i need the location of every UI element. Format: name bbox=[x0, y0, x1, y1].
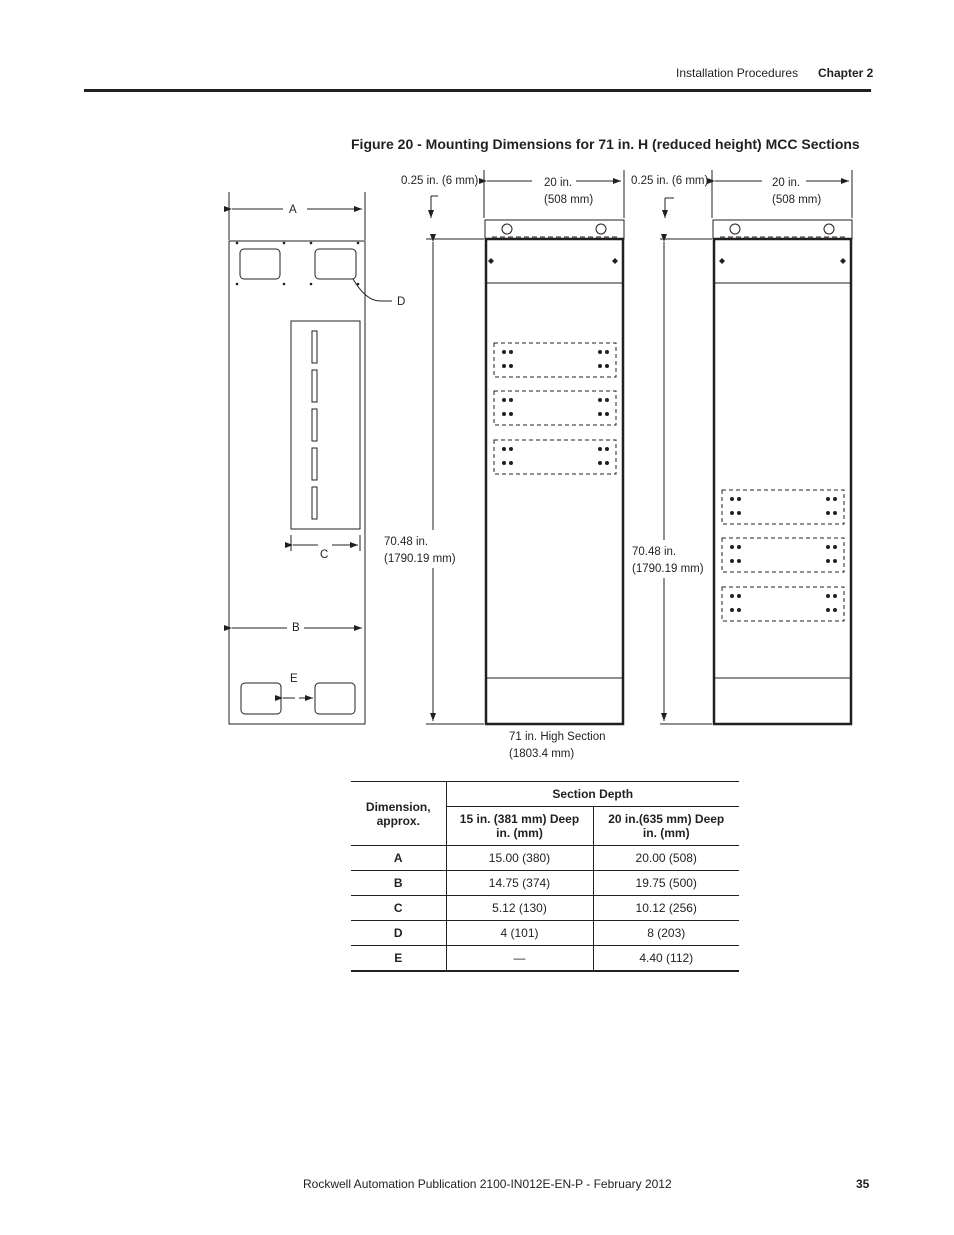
label-width-right-2: (508 mm) bbox=[772, 194, 822, 206]
caption-line-2: (1803.4 mm) bbox=[509, 748, 575, 760]
section-elevation-left bbox=[426, 170, 624, 724]
table-row: D 4 (101) 8 (203) bbox=[351, 921, 739, 946]
label-e: E bbox=[290, 673, 298, 685]
caption-line-1: 71 in. High Section bbox=[509, 731, 606, 743]
table-row: C 5.12 (130) 10.12 (256) bbox=[351, 896, 739, 921]
dimensions-table bbox=[351, 781, 739, 972]
header-dimension: Dimension, approx. bbox=[351, 782, 446, 846]
running-header-chapter: Chapter 2 bbox=[818, 66, 874, 80]
plan-view bbox=[229, 192, 392, 724]
figure-title: Figure 20 - Mounting Dimensions for 71 in. H (reduced height) MCC Sections bbox=[351, 136, 860, 152]
label-c: C bbox=[320, 549, 329, 561]
label-height-right-1: 70.48 in. bbox=[632, 546, 677, 558]
label-b: B bbox=[292, 622, 300, 634]
label-d: D bbox=[397, 296, 406, 308]
label-height-right-2: (1790.19 mm) bbox=[632, 563, 704, 575]
label-width-left-1: 20 in. bbox=[544, 177, 573, 189]
label-gap-left: 0.25 in. (6 mm) bbox=[401, 175, 479, 187]
label-a: A bbox=[289, 204, 297, 216]
page-number: 35 bbox=[856, 1177, 870, 1191]
running-header-section: Installation Procedures bbox=[676, 66, 799, 80]
header-15in: 15 in. (381 mm) Deep in. (mm) bbox=[446, 807, 593, 846]
table-row: A 15.00 (380) 20.00 (508) bbox=[351, 846, 739, 871]
header-20in: 20 in.(635 mm) Deep in. (mm) bbox=[593, 807, 739, 846]
label-height-left-2: (1790.19 mm) bbox=[384, 553, 456, 565]
label-height-left-1: 70.48 in. bbox=[384, 536, 429, 548]
label-width-right-1: 20 in. bbox=[772, 177, 801, 189]
table-row: B 14.75 (374) 19.75 (500) bbox=[351, 871, 739, 896]
footer-publication: Rockwell Automation Publication 2100-IN012E-EN-P - February 2012 bbox=[303, 1177, 672, 1191]
header-section-depth: Section Depth bbox=[446, 782, 739, 807]
label-width-left-2: (508 mm) bbox=[544, 194, 594, 206]
table-row: E — 4.40 (112) bbox=[351, 946, 739, 972]
label-gap-right: 0.25 in. (6 mm) bbox=[631, 175, 709, 187]
section-elevation-right bbox=[660, 170, 852, 724]
